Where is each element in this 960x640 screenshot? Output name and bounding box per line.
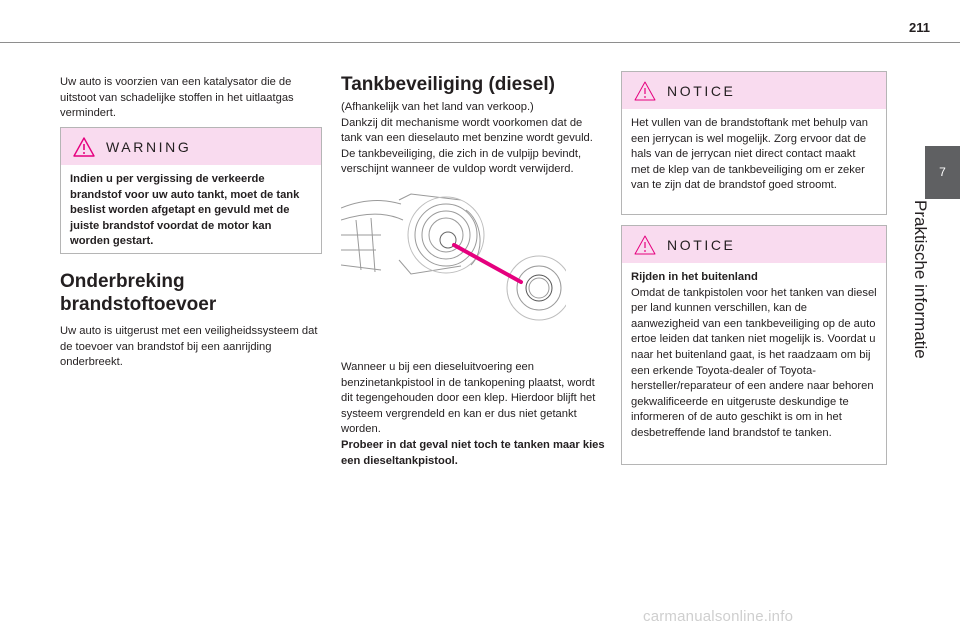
notice-icon <box>634 81 656 101</box>
notice-heading-2: Rijden in het buitenland <box>631 271 758 283</box>
page-number: 211 <box>909 20 930 35</box>
footer-watermark: carmanualsonline.info <box>643 608 794 625</box>
middle-column-lower <box>341 360 605 469</box>
fuel-cutoff-title-1: Onderbreking <box>60 271 185 292</box>
notice-header-2 <box>622 226 886 263</box>
middle-column <box>341 73 605 178</box>
diesel-protection-title: Tankbeveiliging (diesel) <box>341 74 555 95</box>
warning-text: Indien u per vergissing de verkeerde brandstof voor uw auto tankt, moet de tank beslist worden afgetapt en gevuld met de juiste brandstof voordat de motor kan worden gestart. <box>70 173 300 248</box>
fuel-cutoff-section <box>60 270 322 371</box>
diesel-bold-note: Probeer in dat geval niet toch te tanken maar kies een dieseltankpistool. <box>341 438 605 467</box>
notice-text-2: Omdat de tankpistolen voor het tanken van diesel per land kunnen verschillen, kan de aanwezigheid van een tankbeveiliging op de auto ertoe leiden dat tanken niet mogelijk is. Voordat u naar het buitenland gaat, is het raadzaam om bij een erkende Toyota-dealer of Toyota-hersteller/reparateur of een andere naar behoren gekwalificeerde en uitgeruste deskundige te informeren of de auto geschikt is om in het desbetreffende land brandstof te tanken. <box>631 286 877 439</box>
notice-box-jerrycan <box>621 71 887 215</box>
chapter-tab-title-text: Praktische informatie <box>911 200 930 359</box>
warning-box <box>60 127 322 254</box>
notice-label-1: NOTICE <box>667 83 736 99</box>
notice-text-1: Het vullen van de brandstoftank met behulp van een jerrycan is wel mogelijk. Zorg ervoor dat de hals van de jerrycan niet direct contact maakt met de klep van de tankbeveiliging om er zeker van te zijn dat de brandstof goed stroomt. <box>631 117 868 192</box>
warning-icon <box>73 137 95 157</box>
warning-label: WARNING <box>106 139 192 155</box>
warning-header <box>61 128 321 165</box>
chapter-tab-number[interactable]: 7 <box>925 146 960 199</box>
fuel-filler-illustration <box>341 190 566 340</box>
catalyst-intro: Uw auto is voorzien van een katalysator die de uitstoot van schadelijke stoffen in het uitlaatgas vermindert. <box>60 76 294 120</box>
left-column <box>60 75 322 122</box>
notice-header-1 <box>622 72 886 109</box>
diesel-body: Wanneer u bij een dieseluitvoering een benzinetankpistool in de tankopening plaatst, wordt dit tegengehouden door een klep. Hierdoor blijft het systeem vergrendeld en kan er dus niet getankt worden. <box>341 361 596 436</box>
header-divider <box>0 42 960 43</box>
notice-icon <box>634 235 656 255</box>
notice-label-2: NOTICE <box>667 237 736 253</box>
chapter-tab-title <box>911 200 934 370</box>
notice-box-abroad <box>621 225 887 465</box>
diesel-intro: Dankzij dit mechanisme wordt voorkomen dat de tank van een dieselauto met benzine wordt gevuld. De tankbeveiliging, die zich in de vulpijp bevindt, verschijnt wanneer de vuldop wordt verwijderd. <box>341 116 593 176</box>
notice-body-2 <box>622 263 886 442</box>
fuel-cutoff-text: Uw auto is uitgerust met een veiligheidssysteem dat de toevoer van brandstof bij een aanrijding onderbreekt. <box>60 325 318 369</box>
diesel-subtitle: (Afhankelijk van het land van verkoop.) <box>341 101 534 113</box>
fuel-cutoff-title-2: brandstoftoevoer <box>60 294 217 315</box>
